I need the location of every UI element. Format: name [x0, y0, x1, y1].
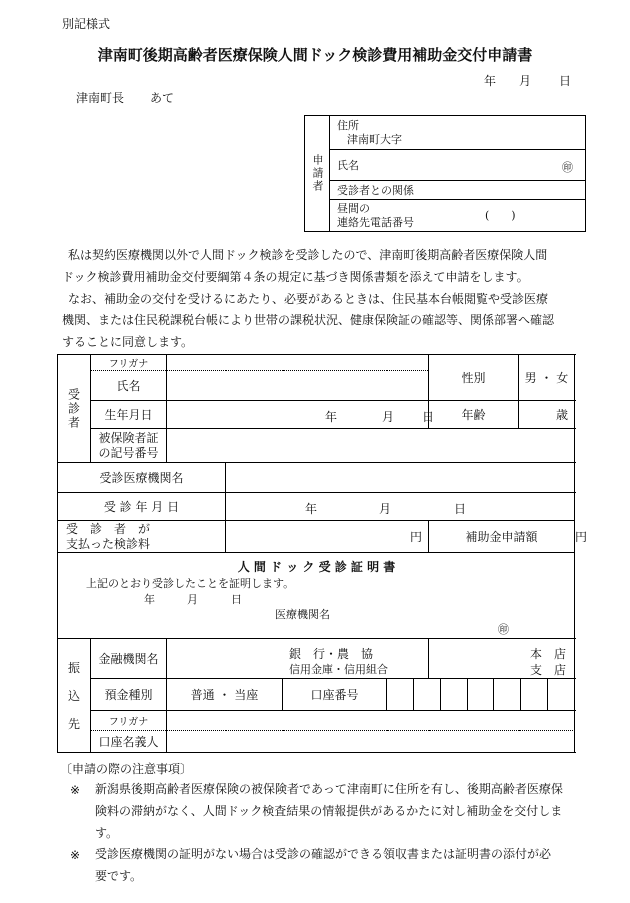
bank-type-1: 銀 行・農 協	[289, 647, 374, 661]
seal-icon: ㊞	[562, 161, 573, 174]
exam-date-label: 受 診 年 月 日	[58, 493, 226, 521]
applicant-address-cell[interactable]	[330, 116, 586, 150]
addressee-name: 津南町長	[76, 91, 125, 105]
name-label: 氏名	[337, 159, 359, 172]
account-digit-box[interactable]	[387, 679, 414, 710]
applicant-phone-cell[interactable]	[330, 200, 586, 232]
applicant-table	[304, 115, 586, 232]
date-day: 日	[559, 74, 572, 88]
account-digit-box[interactable]	[414, 679, 441, 710]
account-number-digits	[387, 679, 574, 710]
examinee-name-label: 氏名	[91, 371, 167, 401]
certificate-institution-label: 医療機関名	[275, 608, 330, 621]
account-digit-box[interactable]	[547, 679, 574, 710]
branch-sub: 支 店	[529, 663, 566, 677]
bank-name-input[interactable]	[167, 639, 429, 679]
certificate-seal-icon: ㊞	[498, 623, 509, 636]
applicant-name-cell[interactable]	[330, 150, 586, 181]
fee-input[interactable]	[226, 521, 429, 553]
bank-type-2: 信用金庫・信用組合	[289, 663, 388, 676]
note-2: 受診医療機関の証明がない場合は受診の確認ができる領収書または証明書の添付が必 要です。	[95, 847, 552, 883]
fee-label: 受 診 者 が 支払った検診料	[58, 521, 226, 553]
statement-line-2: ドック検診費用補助金交付要綱第４条の規定に基づき関係書類を添えて申請をします。	[62, 270, 529, 284]
examinee-furigana-input[interactable]	[167, 355, 429, 371]
birth-date-input[interactable]	[167, 401, 435, 429]
bank-label: 金融機関名	[91, 639, 167, 679]
date-month: 月	[519, 74, 532, 88]
page-title: 津南町後期高齢者医療保険人間ドック検診費用補助金交付申請書	[97, 46, 533, 64]
holder-label: 口座名義人	[91, 731, 167, 753]
account-type-label: 預金種別	[91, 679, 167, 711]
gender-label: 性別	[429, 355, 519, 401]
insurance-number-input[interactable]	[167, 429, 575, 463]
exam-month: 月	[379, 502, 392, 516]
birth-day: 日	[422, 410, 435, 424]
date-year: 年	[484, 74, 497, 88]
age-unit: 歳	[555, 408, 568, 422]
institution-input[interactable]	[226, 463, 575, 493]
certificate-year: 年	[144, 593, 155, 606]
birth-label: 生年月日	[91, 401, 167, 429]
account-number-input[interactable]	[387, 679, 575, 711]
branch-main: 本 店	[529, 647, 566, 661]
age-label: 年齢	[429, 401, 519, 429]
exam-year: 年	[305, 502, 318, 516]
certificate-title: 人 間 ド ッ ク 受 診 証 明 書	[237, 560, 396, 574]
note-1: 新潟県後期高齢者医療保険の被保険者であって津南町に住所を有し、後期高齢者医療保 険料の滞納がなく、人間ドック検査結果の情報提供があるかたに対し補助金を交付しま す。	[95, 782, 563, 840]
insurance-label: 被保険者証 の記号番号	[91, 429, 167, 463]
account-digit-box[interactable]	[440, 679, 467, 710]
holder-input[interactable]	[167, 731, 575, 753]
notes-heading: 〔申請の際の注意事項〕	[60, 762, 193, 776]
statement-line-1: 私は契約医療機関以外で人間ドック検診を受診したので、津南町後期高齢者医療保険人間	[68, 248, 548, 262]
age-input[interactable]	[519, 401, 575, 429]
note-1-mark: ※	[70, 783, 81, 797]
phone-label-2: 連絡先電話番号	[337, 215, 414, 229]
exam-day: 日	[454, 502, 467, 516]
certificate-body: 上記のとおり受診したことを証明します。	[86, 577, 295, 590]
fee-yen: 円	[409, 530, 422, 544]
examinee-name-input[interactable]	[167, 371, 429, 401]
holder-furigana-input[interactable]	[167, 711, 575, 731]
certificate-cell	[58, 553, 575, 639]
note-2-mark: ※	[70, 848, 81, 862]
addressee-suffix: あて	[150, 91, 175, 105]
address-label: 住所	[337, 118, 359, 132]
exam-date-input[interactable]	[226, 493, 575, 521]
examinee-furigana-label: フリガナ	[91, 355, 167, 371]
applicant-relation-cell[interactable]	[330, 181, 586, 200]
certificate-day: 日	[231, 593, 242, 606]
form-label: 別記様式	[62, 17, 111, 31]
certificate-month: 月	[187, 593, 198, 606]
relation-label: 受診者との関係	[337, 184, 414, 197]
subsidy-label: 補助金申請額	[429, 521, 575, 553]
gender-select[interactable]: 男 ・ 女	[519, 355, 575, 401]
subsidy-yen: 円	[575, 530, 588, 544]
statement-line-4: 機関、または住民税課税台帳により世帯の課税状況、健康保険証の確認等、関係部署へ確認	[62, 313, 555, 327]
transfer-side-label: 振 込 先	[58, 639, 91, 753]
phone-label-1: 昼間の	[337, 201, 370, 215]
branch-input[interactable]	[429, 639, 575, 679]
holder-furigana-label: フリガナ	[91, 711, 167, 731]
birth-year: 年	[325, 410, 338, 424]
institution-label: 受診医療機関名	[58, 463, 226, 493]
birth-month: 月	[382, 410, 395, 424]
account-number-label: 口座番号	[283, 679, 387, 711]
account-digit-box[interactable]	[521, 679, 548, 710]
applicant-side-label: 申請者	[305, 116, 330, 232]
statement-line-3: なお、補助金の交付を受けるにあたり、必要があるときは、住民基本台帳閲覧や受診医療	[68, 292, 549, 306]
phone-paren: ( )	[485, 209, 516, 222]
main-form-table	[57, 354, 588, 753]
account-digit-box[interactable]	[494, 679, 521, 710]
examinee-side-label: 受診者	[58, 355, 91, 463]
account-digit-box[interactable]	[467, 679, 494, 710]
address-value: 津南町大字	[347, 132, 402, 146]
statement-line-5: することに同意します。	[62, 335, 194, 349]
account-type-select[interactable]: 普通 ・ 当座	[167, 679, 283, 711]
